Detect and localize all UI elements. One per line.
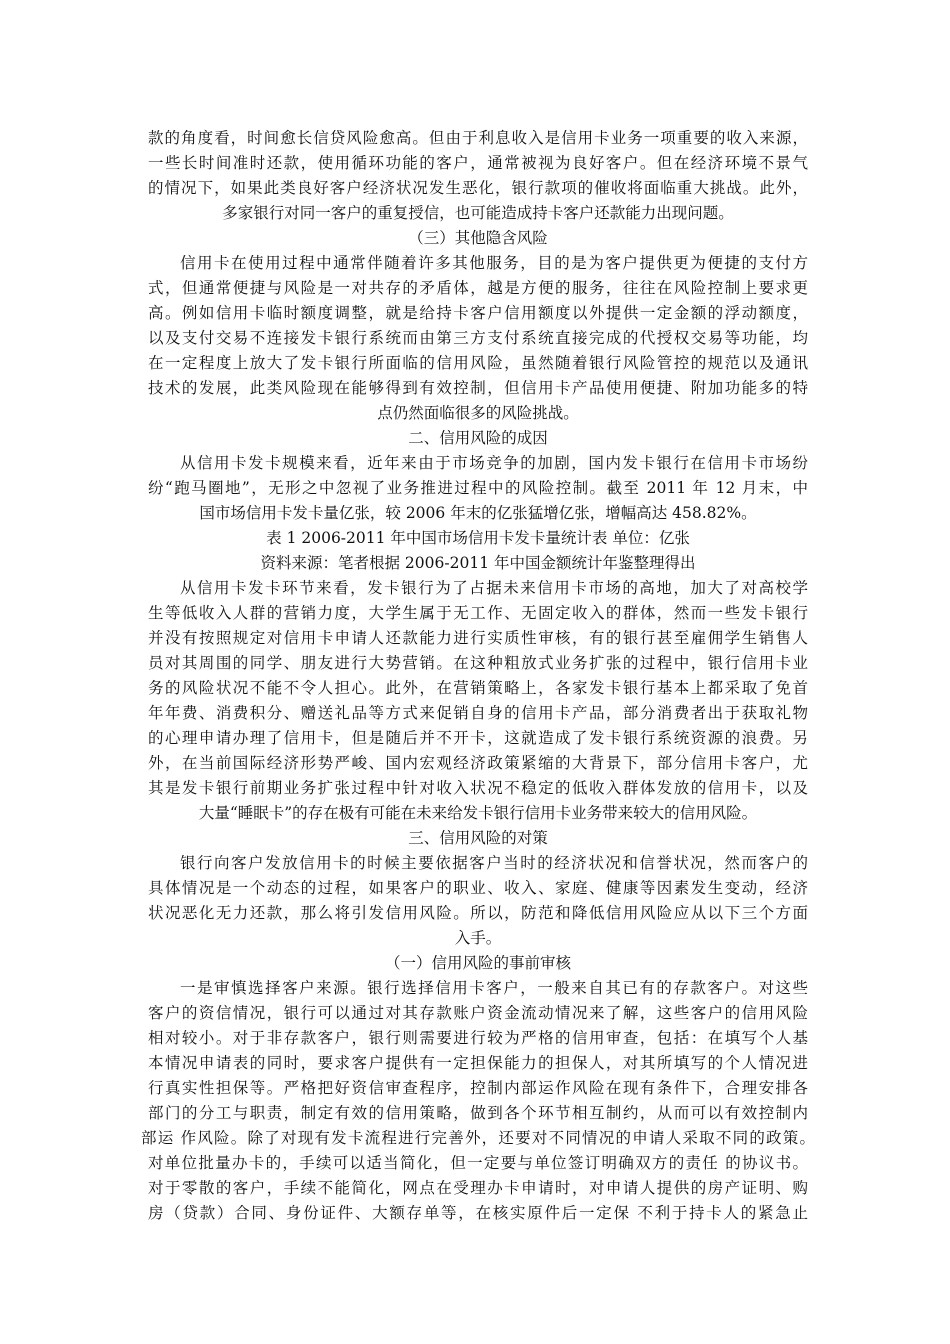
text-line: 生等低收入人群的营销力度，大学生属于无工作、无固定收入的群体，然而一些发卡银行 [148, 604, 808, 622]
table-caption: 表 1 2006-2011 年中国市场信用卡发卡量统计表 单位：亿张 [266, 529, 690, 547]
text-line: 务的风险状况不能不令人担心。此外，在营销策略上，各家发卡银行基本上都采取了免首 [148, 679, 808, 697]
text-line: 大量“睡眠卡”的存在极有可能在未来给发卡银行信用卡业务带来较大的信用风险。 [198, 804, 758, 822]
text-line: 信用卡在使用过程中通常伴随着许多其他服务，目的是为客户提供更为便捷的支付方 [180, 254, 808, 272]
text-line: 的情况下，如果此类良好客户经济状况发生恶化，银行款项的催收将面临重大挑战。此外， [148, 179, 808, 197]
text-line: 款的角度看，时间愈长信贷风险愈高。但由于利息收入是信用卡业务一项重要的收入来源， [148, 129, 808, 147]
text-line: 状况恶化无力还款，那么将引发信用风险。所以，防范和降低信用风险应从以下三个方面 [148, 904, 808, 922]
text-line: 从信用卡发卡环节来看，发卡银行为了占据未来信用卡市场的高地，加大了对高校学 [180, 579, 808, 597]
text-line: 房（贷款）合同、身份证件、大额存单等，在核实原件后一定保 不利于持卡人的紧急止 [148, 1204, 808, 1222]
text-line: 银行向客户发放信用卡的时候主要依据客户当时的经济状况和信誉状况，然而客户的 [180, 854, 808, 872]
text-line: 对单位批量办卡的，手续可以适当简化，但一定要与单位签订明确双方的责任 的协议书。 [148, 1154, 808, 1172]
text-line: 客户的资信情况，银行可以通过对其存款账户资金流动情况来了解，这些客户的信用风险 [148, 1004, 808, 1022]
text-line: 高。例如信用卡临时额度调整，就是给持卡客户信用额度以外提供一定金额的浮动额度， [148, 304, 808, 322]
text-line: 员对其周围的同学、朋友进行大势营销。在这种粗放式业务扩张的过程中，银行信用卡业 [148, 654, 808, 672]
source-note: 资料来源：笔者根据 2006-2011 年中国金额统计年鉴整理得出 [260, 554, 696, 572]
text-line: 部运 作风险。除了对现有发卡流程进行完善外，还要对不同情况的申请人采取不同的政策。 [141, 1129, 815, 1147]
text-line: 年年费、消费积分、赠送礼品等方式来促销自身的信用卡产品，部分消费者出于获取礼物 [148, 704, 808, 722]
text-line: 本情况申请表的同时，要求客户提供有一定担保能力的担保人，对其所填写的个人情况进 [148, 1054, 808, 1072]
text-line: 对于零散的客户，手续不能简化，网点在受理办卡申请时，对申请人提供的房产证明、购 [148, 1179, 808, 1197]
text-line: 部门的分工与职责，制定有效的信用策略，做到各个环节相互制约，从而可以有效控制内 [148, 1104, 808, 1122]
text-line: 入手。 [454, 929, 502, 947]
text-line: 的心理申请办理了信用卡，但是随后并不开卡，这就造成了发卡银行系统资源的浪费。另 [148, 729, 808, 747]
text-line: 在一定程度上放大了发卡银行所面临的信用风险，虽然随着银行风险管控的规范以及通讯 [148, 354, 808, 372]
section-heading: （三）其他隐含风险 [408, 229, 548, 247]
text-line: 技术的发展，此类风险现在能够得到有效控制，但信用卡产品使用便捷、附加功能多的特 [148, 379, 808, 397]
text-line: 其是发卡银行前期业务扩张过程中针对收入状况不稳定的低收入群体发放的信用卡，以及 [148, 779, 808, 797]
text-line: 并没有按照规定对信用卡申请人还款能力进行实质性审核，有的银行甚至雇佣学生销售人 [148, 629, 808, 647]
text-line: 具体情况是一个动态的过程，如果客户的职业、收入、家庭、健康等因素发生变动，经济 [148, 879, 808, 897]
text-line: 从信用卡发卡规模来看，近年来由于市场竞争的加剧，国内发卡银行在信用卡市场纷 [180, 454, 808, 472]
text-line: 行真实性担保等。严格把好资信审查程序，控制内部运作风险在现有条件下，合理安排各 [148, 1079, 808, 1097]
text-line: 多家银行对同一客户的重复授信，也可能造成持卡客户还款能力出现问题。 [222, 204, 734, 222]
section-heading: （一）信用风险的事前审核 [384, 954, 571, 972]
text-line: 式，但通常便捷与风险是一对共存的矛盾体，越是方便的服务，往往在风险控制上要求更 [148, 279, 808, 297]
section-heading: 三、信用风险的对策 [408, 829, 548, 847]
text-line: 一是审慎选择客户来源。银行选择信用卡客户，一般来自其已有的存款客户。对这些 [180, 979, 808, 997]
text-line: 点仍然面临很多的风险挑战。 [377, 404, 579, 422]
text-line: 以及支付交易不连接发卡银行系统而由第三方支付系统直接完成的代授权交易等功能，均 [148, 329, 808, 347]
text-line: 纷“跑马圈地”，无形之中忽视了业务推进过程中的风险控制。截至 2011 年 12 月末，中 [148, 479, 808, 497]
text-line: 相对较小。对于非存款客户，银行则需要进行较为严格的信用审查，包括：在填写个人基 [148, 1029, 808, 1047]
text-line: 国市场信用卡发卡量亿张，较 2006 年末的亿张猛增亿张，增幅高达 458.82%。 [199, 504, 757, 522]
text-line: 一些长时间准时还款，使用循环功能的客户，通常被视为良好客户。但在经济环境不景气 [148, 154, 808, 172]
text-line: 外，在当前国际经济形势严峻、国内宏观经济政策紧缩的大背景下，部分信用卡客户，尤 [148, 754, 808, 772]
section-heading: 二、信用风险的成因 [408, 429, 548, 447]
